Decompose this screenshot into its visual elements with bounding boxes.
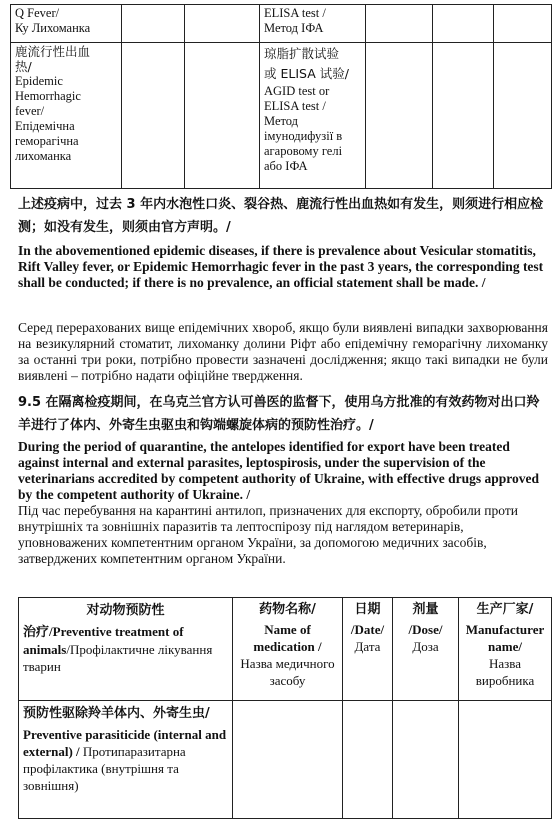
header-ua: Назва медичного засобу [240, 656, 335, 688]
header-cn: 药物名称/ [259, 602, 316, 617]
test-method-en-2: ELISA test / [264, 99, 326, 113]
empty-cell [433, 5, 494, 43]
header-cn: 日期 [354, 602, 381, 617]
preventive-parasiticide-cell [19, 701, 233, 819]
diagnostic-table [10, 4, 552, 189]
row-cn: 预防性驱除羚羊体内、外寄生虫/ [23, 706, 210, 721]
header-en: /Dose/ [408, 622, 443, 637]
empty-cell [366, 43, 433, 189]
ehd-test-cell [260, 43, 366, 189]
prevalence-note-ua: Серед перерахованих вище епідемічних хвороб, якщо були виявлені випадки захворювання на везикулярний стоматит, лихоманку долини Ріфт або епідемічну геморагічну лихоманку за останні три роки, потрібно провести зазначені дослідження; якщо такі випадки не були виявлені – потрібно надати офіційне твердження. [18, 320, 548, 383]
header-medication-name [233, 598, 343, 701]
q-fever-test-cell [260, 5, 366, 43]
disease-name-ua: Ку Лихоманка [15, 21, 91, 35]
header-en: /Preventive treatment of animals [23, 624, 184, 657]
test-method-ua-1: Метод [264, 114, 299, 128]
header-en: Manufacturer name/ [465, 622, 545, 654]
preventive-treatment-table [18, 597, 552, 819]
empty-cell [122, 43, 185, 189]
empty-cell [459, 701, 552, 819]
disease-name-en-3: fever/ [15, 104, 45, 118]
test-method-ua-2: імунодифузії в [264, 129, 343, 143]
disease-name-ua-3: лихоманка [15, 149, 72, 163]
test-method-ua: Метод ІФА [264, 21, 324, 35]
empty-cell [393, 701, 459, 819]
header-cn: 生产厂家/ [476, 602, 534, 617]
header-manufacturer [459, 598, 552, 701]
prevalence-note-en: In the abovementioned epidemic diseases, if there is prevalence about Vesicular stomatitis, Rift Valley fever, or Epidemic Hemorrhagic fever in the past 3 years, the corresponding test shall be conducted; if there is no prevalence, an official statement shall be made. / [18, 243, 544, 290]
test-method-cn-2: 或 ELISA 试验/ [264, 66, 349, 81]
quarantine-clause-cn: 9.5 在隔离检疫期间，在乌克兰官方认可兽医的监督下，使用乌方批准的有效药物对出口羚羊进行了体内、外寄生虫驱虫和钩端螺旋体病的预防性治疗。/ [18, 395, 540, 433]
q-fever-disease-cell [11, 5, 122, 43]
row-en: Preventive parasiticide (internal and external) / [23, 727, 227, 759]
prevalence-note-cn: 上述疫病中，过去 3 年内水泡性口炎、裂谷热、鹿流行性出血热如有发生，则须进行相应检测；如没有发生，则须由官方声明。/ [18, 197, 544, 235]
empty-cell [185, 43, 260, 189]
empty-cell [343, 701, 393, 819]
disease-name-ua-2: геморагічна [15, 134, 79, 148]
disease-name-en-2: Hemorrhagic [15, 89, 81, 103]
header-en: Name of medication / [253, 622, 322, 654]
quarantine-clause-ua: Під час перебування на карантині антилоп, призначених для експорту, обробили проти внутрішніх та зовнішніх паразитів та лептоспірозу під наглядом ветеринарів, уповноважених компетентним органом України, за допомогою медичних засобів, затверджених компетентним органом України. [18, 503, 518, 566]
ehd-disease-cell [11, 43, 122, 189]
header-cn: 剂量 [412, 602, 439, 617]
header-ua: Доза [412, 639, 439, 654]
test-method-ua-3: агаровому гелі [264, 144, 343, 158]
header-preventive-treatment [19, 598, 233, 701]
test-method-en-1: AGID test or [264, 84, 330, 98]
header-date [343, 598, 393, 701]
disease-name-ua-1: Епідемічна [15, 119, 75, 133]
header-ua: Назва виробника [475, 656, 535, 688]
disease-name-en-1: Epidemic [15, 74, 63, 88]
empty-cell [122, 5, 185, 43]
test-method-ua-4: або ІФА [264, 159, 308, 173]
disease-name-cn-1: 鹿流行性出血 [15, 44, 91, 59]
disease-name-en: Q Fever/ [15, 6, 60, 20]
test-method-en: ELISA test / [264, 6, 326, 20]
header-ua: /Профілактичне лікування тварин [23, 642, 213, 674]
header-dose [393, 598, 459, 701]
disease-name-cn-2: 热/ [15, 59, 32, 74]
empty-cell [494, 43, 552, 189]
empty-cell [233, 701, 343, 819]
empty-cell [433, 43, 494, 189]
header-ua: Дата [354, 639, 381, 654]
quarantine-clause-en: During the period of quarantine, the antelopes identified for export have been treated against internal and external parasites, leptospirosis, under the supervision of the veterinarians accredited by competent authority of Ukraine, with effective drugs approved by the competent authority of Ukraine. / [18, 439, 540, 502]
header-cn-2: 治疗 [23, 625, 50, 640]
empty-cell [366, 5, 433, 43]
empty-cell [494, 5, 552, 43]
empty-cell [185, 5, 260, 43]
header-cn: 对动物预防性 [86, 603, 165, 618]
header-en: /Date/ [350, 622, 385, 637]
test-method-cn-1: 琼脂扩散试验 [264, 46, 340, 61]
row-ua: Протипаразитарна профілактика (внутрішня та зовнішня) [23, 744, 186, 793]
